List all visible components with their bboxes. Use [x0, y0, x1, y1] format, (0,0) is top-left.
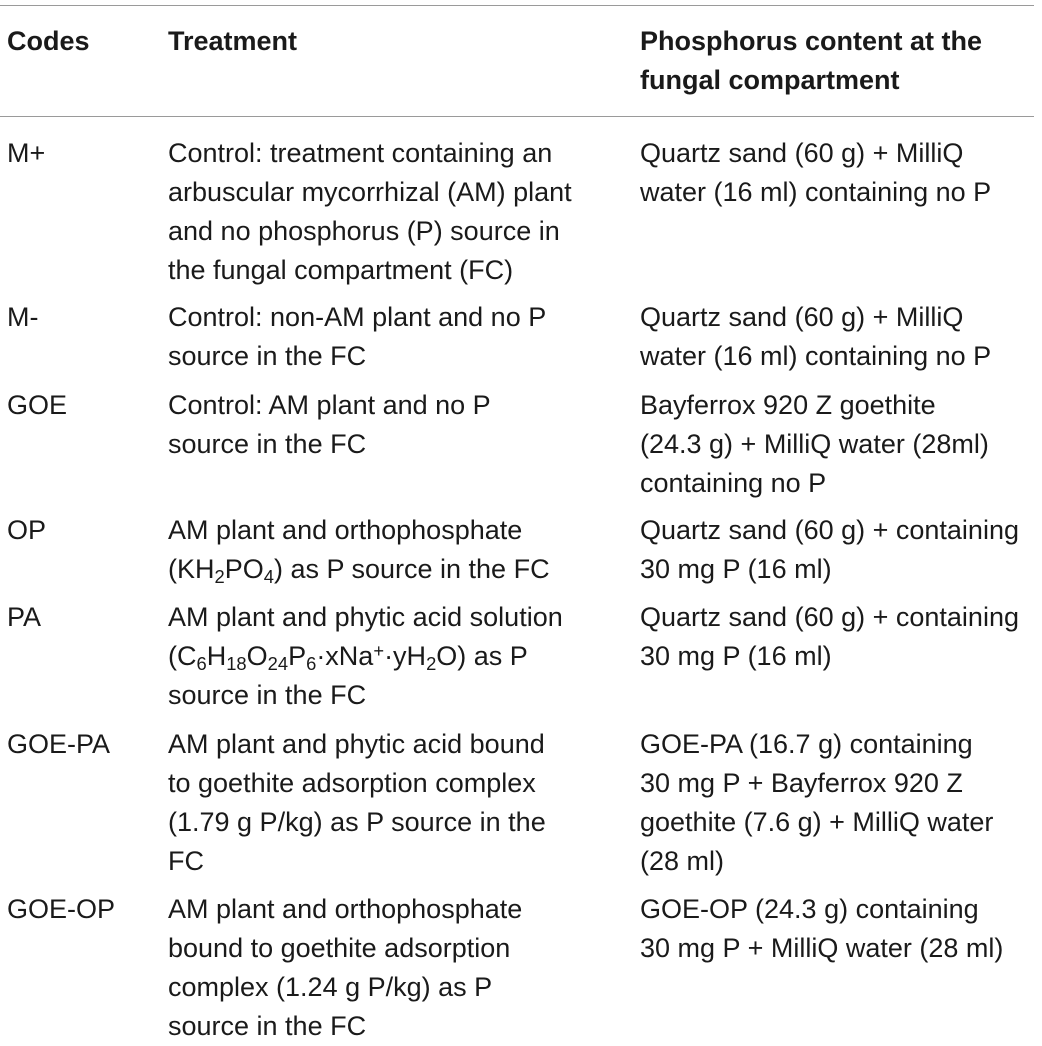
treatment-line: AM plant and orthophosphate — [168, 894, 523, 924]
treatment-line: source in the FC — [168, 341, 367, 371]
treatment-line: AM plant and orthophosphate — [168, 515, 523, 545]
formula-subscript: 18 — [226, 653, 247, 675]
phosphorus-line: 30 mg P (16 ml) — [640, 641, 832, 671]
row-phosphorus — [640, 598, 1019, 676]
formula-subscript: 4 — [263, 566, 274, 588]
header-rule — [0, 116, 1034, 117]
row-phosphorus — [640, 511, 1019, 589]
phosphorus-line: GOE-PA (16.7 g) containing — [640, 729, 973, 759]
row-treatment — [168, 298, 546, 376]
treatment-line: source in the FC — [168, 1011, 367, 1041]
phosphorus-line: Quartz sand (60 g) + containing — [640, 515, 1019, 545]
phosphorus-line: Bayferrox 920 Z goethite — [640, 390, 936, 420]
treatment-line: Control: treatment containing an — [168, 138, 553, 168]
row-code: GOE-PA — [7, 729, 111, 759]
formula-subscript: 2 — [426, 653, 437, 675]
treatment-line: Control: non-AM plant and no P — [168, 302, 547, 332]
row-code: GOE — [7, 390, 68, 420]
phosphorus-line: water (16 ml) containing no P — [640, 177, 992, 207]
row-treatment — [168, 134, 572, 290]
row-phosphorus — [640, 890, 1003, 968]
phosphorus-line: containing no P — [640, 468, 827, 498]
row-code: M- — [7, 302, 39, 332]
phosphorus-line: 30 mg P + Bayferrox 920 Z — [640, 768, 963, 798]
treatment-formula-line — [168, 637, 563, 676]
treatment-line: AM plant and phytic acid solution — [168, 602, 563, 632]
formula-text: ·xNa — [316, 641, 374, 671]
phosphorus-line: Quartz sand (60 g) + containing — [640, 602, 1019, 632]
row-phosphorus — [640, 298, 991, 376]
formula-text: H — [206, 641, 227, 671]
formula-subscript: 6 — [196, 653, 207, 675]
formula-superscript: + — [373, 639, 385, 661]
treatment-line: FC — [168, 846, 204, 876]
phosphorus-line: water (16 ml) containing no P — [640, 341, 992, 371]
phosphorus-line: Quartz sand (60 g) + MilliQ — [640, 302, 964, 332]
phosphorus-line: 30 mg P + MilliQ water (28 ml) — [640, 933, 1004, 963]
treatment-line: bound to goethite adsorption — [168, 933, 511, 963]
row-phosphorus — [640, 134, 991, 212]
treatment-line: complex (1.24 g P/kg) as P — [168, 972, 493, 1002]
formula-text: O) as P — [436, 641, 528, 671]
header-phosphorus-line: fungal compartment — [640, 65, 900, 95]
row-code: OP — [7, 515, 47, 545]
formula-subscript: 2 — [214, 566, 225, 588]
phosphorus-line: GOE-OP (24.3 g) containing — [640, 894, 979, 924]
phosphorus-line: goethite (7.6 g) + MilliQ water — [640, 807, 994, 837]
phosphorus-line: 30 mg P (16 ml) — [640, 554, 832, 584]
treatment-line: AM plant and phytic acid bound — [168, 729, 545, 759]
formula-text: (C — [168, 641, 197, 671]
row-code: GOE-OP — [7, 894, 116, 924]
formula-subscript: 24 — [267, 653, 289, 675]
formula-text: P — [288, 641, 307, 671]
header-codes: Codes — [7, 26, 90, 56]
formula-text: ) as P source in the FC — [273, 554, 550, 584]
treatment-formula-line — [168, 550, 550, 589]
formula-text: ·yH — [384, 641, 427, 671]
row-code: M+ — [7, 138, 46, 168]
treatment-line: source in the FC — [168, 429, 367, 459]
row-phosphorus — [640, 725, 993, 881]
row-code: PA — [7, 602, 42, 632]
phosphorus-line: Quartz sand (60 g) + MilliQ — [640, 138, 964, 168]
header-phosphorus-line: Phosphorus content at the — [640, 26, 983, 56]
row-treatment — [168, 386, 491, 464]
treatment-line: Control: AM plant and no P — [168, 390, 491, 420]
phosphorus-line: (24.3 g) + MilliQ water (28ml) — [640, 429, 989, 459]
row-treatment — [168, 725, 546, 881]
row-treatment — [168, 598, 563, 715]
treatment-line: the fungal compartment (FC) — [168, 255, 514, 285]
formula-text: (KH — [168, 554, 215, 584]
formula-text: PO — [224, 554, 264, 584]
header-treatment: Treatment — [168, 26, 298, 56]
treatment-line: source in the FC — [168, 680, 367, 710]
treatment-line: to goethite adsorption complex — [168, 768, 536, 798]
phosphorus-line: (28 ml) — [640, 846, 725, 876]
formula-subscript: 6 — [306, 653, 317, 675]
row-treatment — [168, 890, 522, 1046]
treatment-line: and no phosphorus (P) source in — [168, 216, 560, 246]
treatment-line: arbuscular mycorrhizal (AM) plant — [168, 177, 572, 207]
formula-text: O — [246, 641, 268, 671]
table-top-rule — [0, 5, 1034, 6]
treatment-line: (1.79 g P/kg) as P source in the — [168, 807, 546, 837]
row-phosphorus — [640, 386, 989, 503]
header-phosphorus — [640, 22, 982, 100]
row-treatment — [168, 511, 550, 589]
